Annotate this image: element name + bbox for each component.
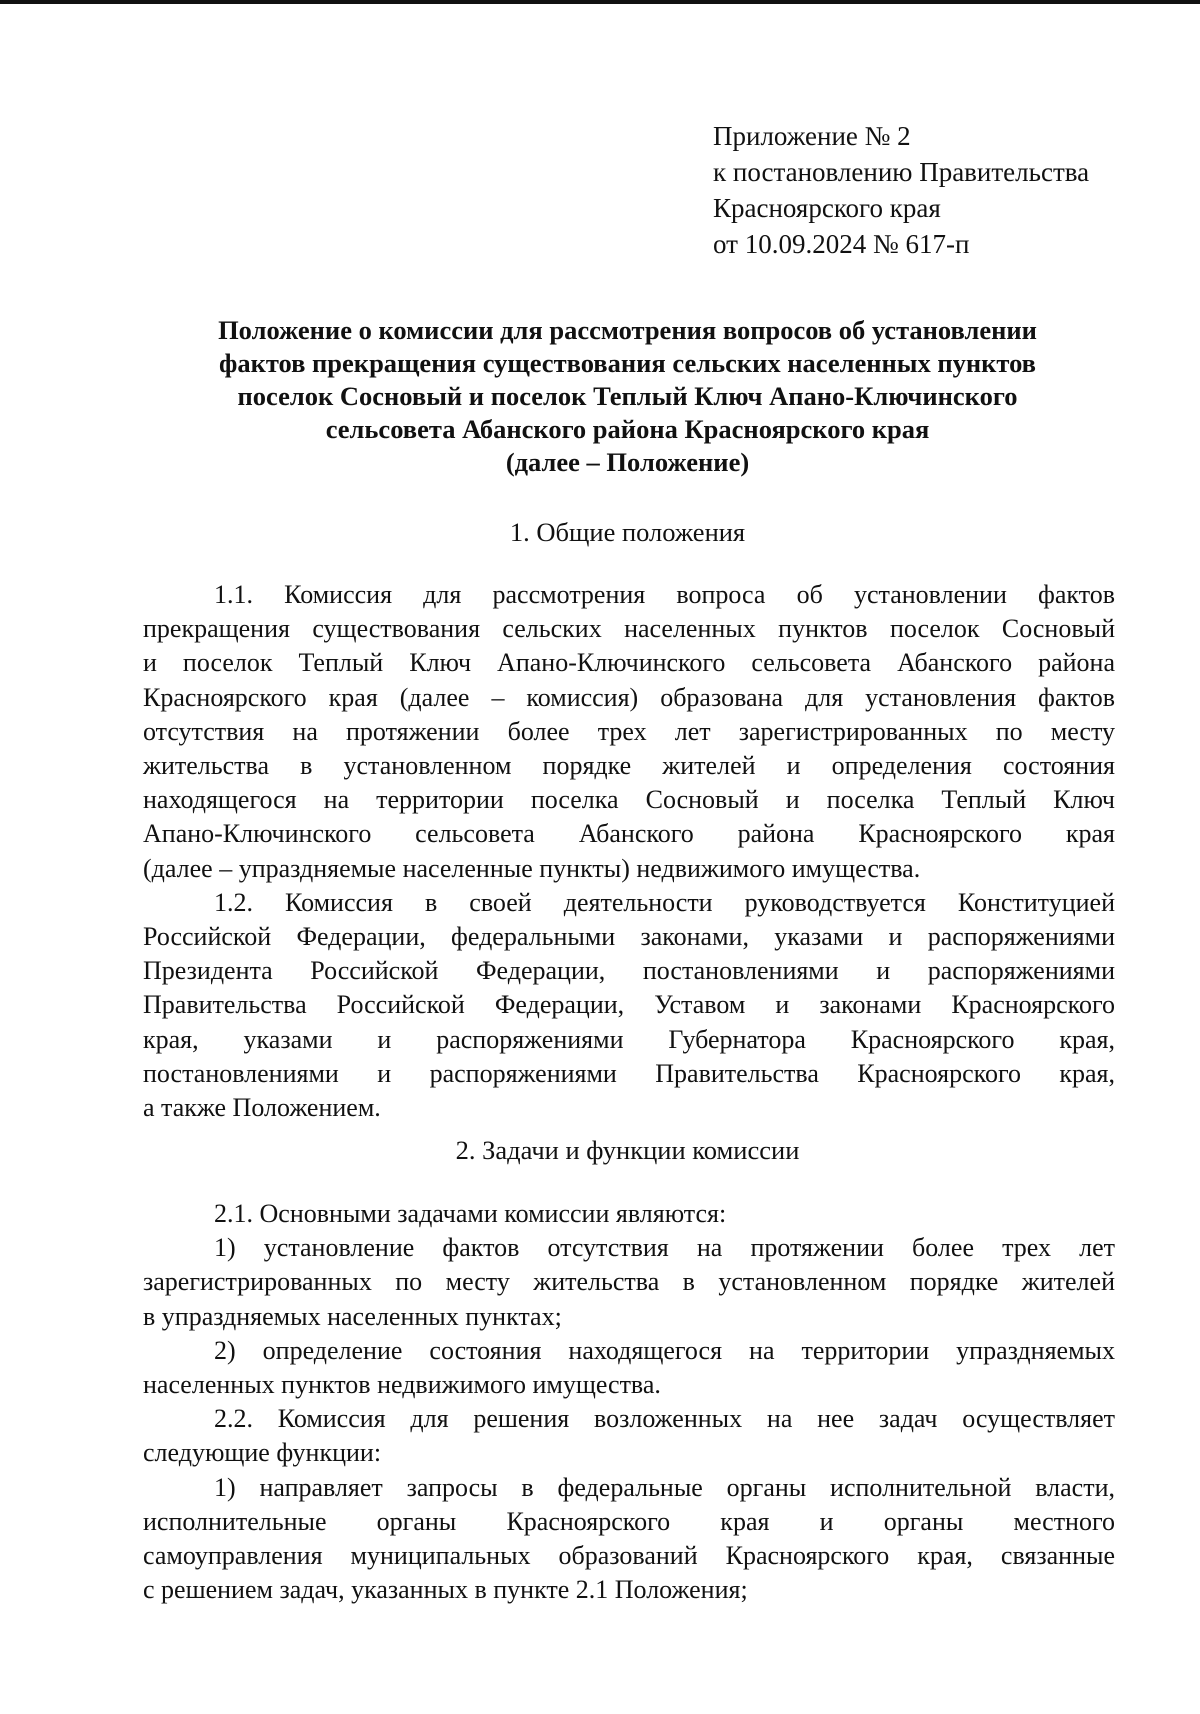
section-tasks-body	[143, 1197, 1115, 1607]
paragraph-2-1-item-2	[143, 1334, 1115, 1402]
section-general-body	[143, 578, 1115, 1125]
annex-line: от 10.09.2024 № 617-п	[713, 229, 970, 259]
paragraph-line: постановлениями и распоряжениями Правительства Красноярского края,	[143, 1058, 1115, 1088]
paragraph-line: 1) установление фактов отсутствия на протяжении более трех лет	[214, 1233, 1115, 1263]
paragraph-line: прекращения существования сельских населенных пунктов поселок Сосновый	[143, 614, 1115, 644]
paragraph-line: (далее – упраздняемые населенные пункты) недвижимого имущества.	[143, 853, 921, 883]
paragraph-line: 1.1. Комиссия для рассмотрения вопроса об установлении фактов	[214, 580, 1115, 609]
paragraph-line: отсутствия на протяжении более трех лет зарегистрированных по месту	[143, 716, 1115, 746]
paragraph-1-1	[143, 578, 1115, 886]
paragraph-line: Правительства Российской Федерации, Уставом и законами Красноярского	[143, 990, 1115, 1020]
paragraph-2-2	[143, 1402, 1115, 1470]
paragraph-line: Красноярского края (далее – комиссия) образована для установления фактов	[143, 682, 1115, 712]
paragraph-line: края, указами и распоряжениями Губернатора Красноярского края,	[143, 1024, 1115, 1054]
paragraph-line: зарегистрированных по месту жительства в установленном порядке жителей	[143, 1267, 1115, 1297]
annex-line: Красноярского края	[713, 193, 941, 223]
title-line: фактов прекращения существования сельских населенных пунктов	[218, 348, 1036, 378]
paragraph-line: следующие функции:	[143, 1438, 382, 1468]
paragraph-line: населенных пунктов недвижимого имущества.	[143, 1370, 661, 1400]
paragraph-1-2	[143, 886, 1115, 1125]
paragraph-line: 2.2. Комиссия для решения возложенных на нее задач осуществляет	[214, 1404, 1115, 1434]
paragraph-line: 1) направляет запросы в федеральные органы исполнительной власти,	[214, 1472, 1115, 1502]
title-line: поселок Сосновый и поселок Теплый Ключ Апано-Ключинского	[237, 381, 1018, 411]
paragraph-line: а также Положением.	[143, 1093, 381, 1123]
paragraph-line: Президента Российской Федерации, постановлениями и распоряжениями	[143, 956, 1115, 986]
document-title	[140, 314, 1115, 479]
paragraph-line: Российской Федерации, федеральными законами, указами и распоряжениями	[143, 922, 1115, 952]
section-heading-general: 1. Общие положения	[509, 517, 746, 547]
paragraph-2-2-item-1	[143, 1471, 1115, 1608]
paragraph-2-1-item-1	[143, 1231, 1115, 1334]
paragraph-line: с решением задач, указанных в пункте 2.1 Положения;	[143, 1575, 748, 1605]
section-heading-tasks: 2. Задачи и функции комиссии	[455, 1135, 800, 1165]
paragraph-line: и поселок Теплый Ключ Апано-Ключинского сельсовета Абанского района	[143, 648, 1115, 678]
title-line: (далее – Положение)	[505, 447, 750, 477]
paragraph-line: Апано-Ключинского сельсовета Абанского района Красноярского края	[143, 819, 1115, 849]
title-line: Положение о комиссии для рассмотрения вопросов об установлении	[218, 315, 1037, 345]
paragraph-line: исполнительные органы Красноярского края и органы местного	[143, 1506, 1115, 1536]
paragraph-line: 1.2. Комиссия в своей деятельности руководствуется Конституцией	[214, 887, 1115, 917]
title-line: сельсовета Абанского района Красноярского края	[325, 414, 930, 444]
annex-line: Приложение № 2	[713, 121, 911, 151]
paragraph-line: 2) определение состояния находящегося на территории упраздняемых	[214, 1335, 1115, 1365]
annex-header	[713, 118, 1089, 262]
paragraph-2-1	[143, 1197, 1115, 1231]
page-top-edge	[0, 0, 1200, 4]
annex-line: к постановлению Правительства	[713, 157, 1090, 187]
paragraph-line: жительства в установленном порядке жителей и определения состояния	[143, 751, 1115, 781]
paragraph-line: 2.1. Основными задачами комиссии являются:	[214, 1199, 727, 1228]
paragraph-line: в упраздняемых населенных пунктах;	[143, 1301, 562, 1331]
paragraph-line: самоуправления муниципальных образований Красноярского края, связанные	[143, 1541, 1115, 1571]
paragraph-line: находящегося на территории поселка Сосновый и поселка Теплый Ключ	[143, 785, 1115, 815]
